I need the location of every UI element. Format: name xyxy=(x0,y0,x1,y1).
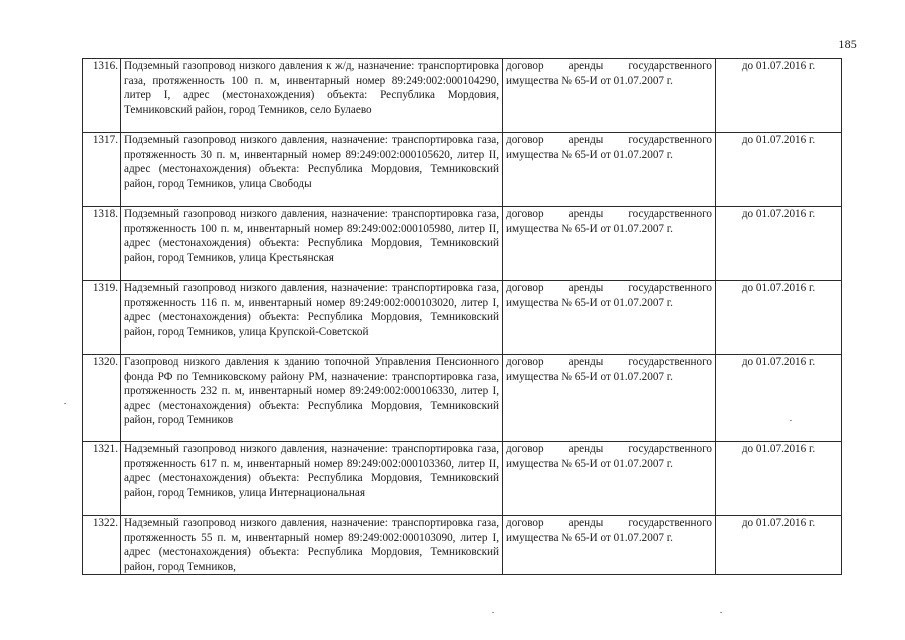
table-row xyxy=(83,442,842,516)
table-row xyxy=(83,133,842,207)
table-row xyxy=(83,355,842,442)
scan-speck xyxy=(64,403,66,404)
row-number: 1317. xyxy=(83,133,121,207)
row-number: 1319. xyxy=(83,281,121,355)
object-description: Надземный газопровод низкого давления, назначение: транспортировка газа, протяженность 55 п. м, инвентарный номер 89:249:002:000103090, литер I, адрес (местонахождения) объекта: Республика Мордовия, Темниковский район, город Темников, xyxy=(121,516,503,575)
scan-speck xyxy=(492,612,494,613)
lease-term: до 01.07.2016 г. xyxy=(716,516,842,575)
lease-term: до 01.07.2016 г. xyxy=(716,442,842,516)
row-number: 1322. xyxy=(83,516,121,575)
lease-basis: договор аренды государственного имущества № 65-И от 01.07.2007 г. xyxy=(503,281,716,355)
table-row xyxy=(83,516,842,575)
lease-basis: договор аренды государственного имущества № 65-И от 01.07.2007 г. xyxy=(503,133,716,207)
row-number: 1320. xyxy=(83,355,121,442)
property-lease-table xyxy=(82,58,842,575)
lease-term: до 01.07.2016 г. xyxy=(716,355,842,442)
object-description: Подземный газопровод низкого давления, назначение: транспортировка газа, протяженность 30 п. м, инвентарный номер 89:249:002:000105620, литер II, адрес (местонахождения) объекта: Республика Мордовия, Темниковский район, город Темников, улица Свободы xyxy=(121,133,503,207)
lease-basis: договор аренды государственного имущества № 65-И от 01.07.2007 г. xyxy=(503,355,716,442)
row-number: 1316. xyxy=(83,59,121,133)
lease-basis: договор аренды государственного имущества № 65-И от 01.07.2007 г. xyxy=(503,516,716,575)
table-row xyxy=(83,281,842,355)
lease-basis: договор аренды государственного имущества № 65-И от 01.07.2007 г. xyxy=(503,442,716,516)
object-description: Газопровод низкого давления к зданию топочной Управления Пенсионного фонда РФ по Темниковскому району РМ, назначение: транспортировка газа, протяженность 232 п. м, инвентарный номер 89:249:002:000106330, литер I, адрес (местонахождения) объекта: Республика Мордовия, Темниковский район, город Темников xyxy=(121,355,503,442)
lease-term: до 01.07.2016 г. xyxy=(716,59,842,133)
lease-basis: договор аренды государственного имущества № 65-И от 01.07.2007 г. xyxy=(503,207,716,281)
object-description: Подземный газопровод низкого давления, назначение: транспортировка газа, протяженность 100 п. м, инвентарный номер 89:249:002:000105980, литер II, адрес (местонахождения) объекта: Республика Мордовия, Темниковский район, город Темников, улица Крестьянская xyxy=(121,207,503,281)
scan-speck xyxy=(720,612,722,613)
table-row xyxy=(83,59,842,133)
object-description: Надземный газопровод низкого давления, назначение: транспортировка газа, протяженность 116 п. м, инвентарный номер 89:249:002:000103020, литер I, адрес (местонахождения) объекта: Республика Мордовия, Темниковский район, город Темников, улица Крупской-Советской xyxy=(121,281,503,355)
object-description: Подземный газопровод низкого давления к ж/д, назначение: транспортировка газа, протяженность 100 п. м, инвентарный номер 89:249:002:000104290, литер I, адрес (местонахождения) объекта: Республика Мордовия, Темниковский район, город Темников, село Булаево xyxy=(121,59,503,133)
lease-term: до 01.07.2016 г. xyxy=(716,207,842,281)
table-row xyxy=(83,207,842,281)
lease-term: до 01.07.2016 г. xyxy=(716,281,842,355)
object-description: Надземный газопровод низкого давления, назначение: транспортировка газа, протяженность 617 п. м, инвентарный номер 89:249:002:000103360, литер II, адрес (местонахождения) объекта: Республика Мордовия, Темниковский район, город Темников, улица Интернациональная xyxy=(121,442,503,516)
lease-basis: договор аренды государственного имущества № 65-И от 01.07.2007 г. xyxy=(503,59,716,133)
scan-speck xyxy=(790,420,792,421)
lease-term: до 01.07.2016 г. xyxy=(716,133,842,207)
row-number: 1318. xyxy=(83,207,121,281)
table-body xyxy=(83,59,842,575)
page-number: 185 xyxy=(838,37,857,51)
row-number: 1321. xyxy=(83,442,121,516)
